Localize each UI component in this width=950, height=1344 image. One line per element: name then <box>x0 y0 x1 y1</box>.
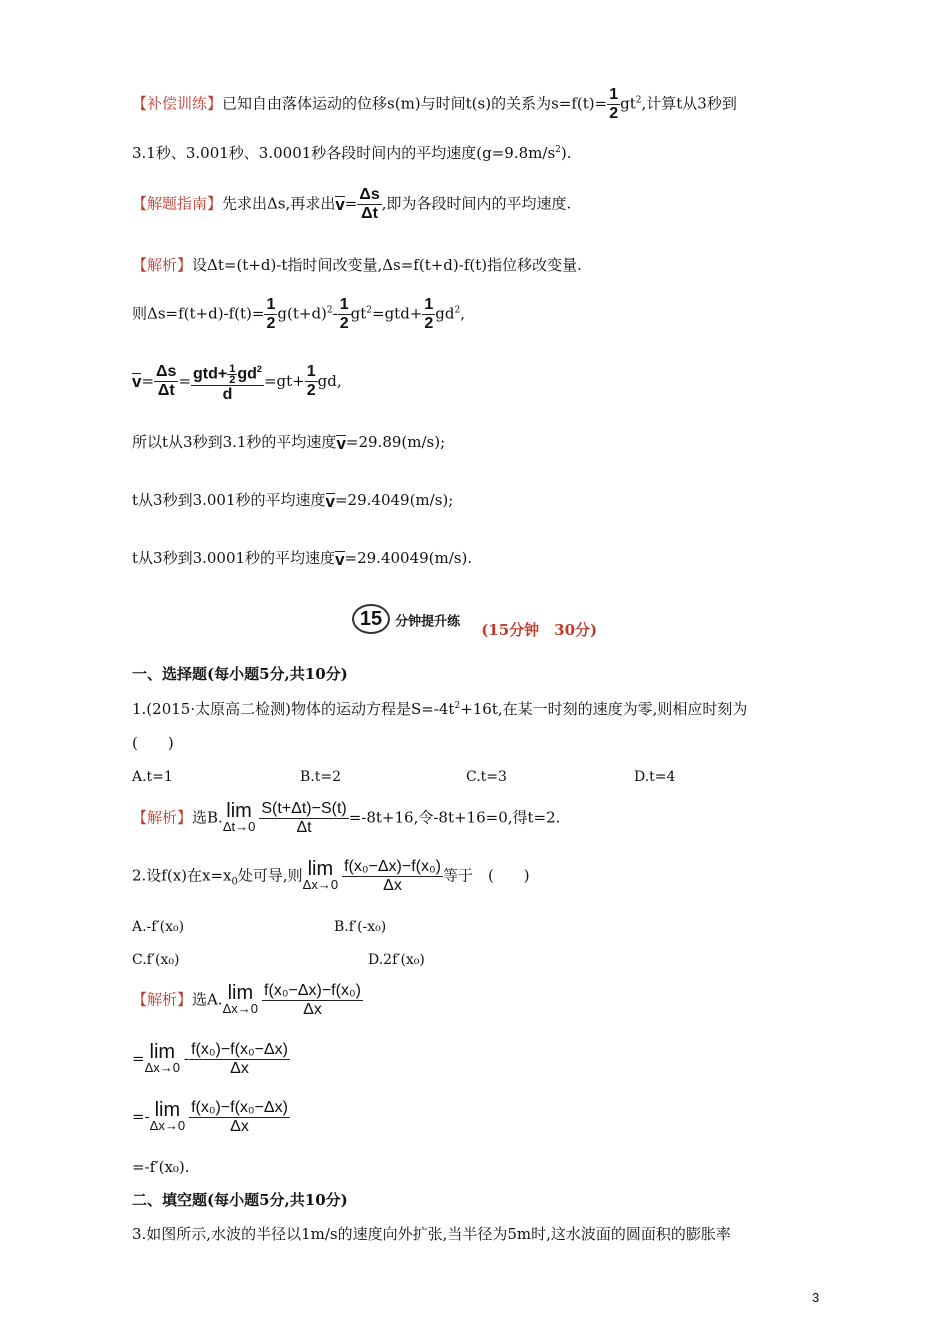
answer-2-line-3: =- lim Δx→0 $\frac{\text{f(x₀)−f(x₀−Δx)}}{\Delta x}$ <box>132 1098 288 1135</box>
section-1-title: 一、选择题(每小题5分,共10分) <box>132 665 348 683</box>
result-line-1: 所以t从3秒到3.1秒的平均速度v=29.89(m/s); <box>132 433 446 453</box>
q1-option-a: A.t=1 <box>132 769 173 785</box>
practice-tag: 【补偿训练】 <box>132 94 223 113</box>
q1-option-b: B.t=2 <box>300 769 342 785</box>
v-bar: v <box>335 195 345 214</box>
answer-2-line-4: =-f′(x₀). <box>132 1158 190 1176</box>
question-1-paren: ( ) <box>132 734 174 752</box>
q2-option-a: A.-f′(x₀) <box>132 919 185 935</box>
result-line-3: t从3秒到3.0001秒的平均速度v=29.40049(m/s). <box>132 549 473 569</box>
half-fraction: $\frac{1}{2}$ <box>609 86 619 122</box>
page-number: 3 <box>812 1290 820 1305</box>
q2-option-b: B.f′(-x₀) <box>334 919 387 935</box>
section-banner <box>352 604 597 640</box>
q1-option-c: C.t=3 <box>466 769 507 785</box>
answer-2-line-1: 【解析】选A. lim Δx→0 $\frac{\text{f(x₀−Δx)−f(x₀)}}{\Delta x}$ <box>132 981 361 1018</box>
ds-dt-fraction: $\frac{\Delta s}{\Delta t}$ <box>359 186 380 222</box>
question-2: 2.设f(x)在$x=x_0$处可导,则 lim Δx→0 $\frac{\text{f(x₀−Δx)−f(x₀)}}{\Delta x}$ 等于 ( ) <box>132 857 530 894</box>
average-velocity-formula: v= $\frac{\Delta s}{\Delta t}$ = gtd+ $\frac{1}{2}$ $gd^2$ d =gt+ $\frac{1}{2}$ gd, <box>132 360 342 404</box>
result-line-2: t从3秒到3.001秒的平均速度v=29.4049(m/s); <box>132 491 454 511</box>
question-1: 1.(2015·太原高二检测)物体的运动方程是$S=-4t^2+16t$,在某一时刻的速度为零,则相应时刻为 <box>132 700 748 718</box>
banner-subtitle: (15分钟 30分) <box>481 620 598 639</box>
banner-label: 分钟提升练 <box>395 613 461 629</box>
q2-option-d: D.2f′(x₀) <box>368 952 425 968</box>
question-3: 3.如图所示,水波的半径以1m/s的速度向外扩张,当半径为5m时,这水波面的圆面积的膨胀率 <box>132 1225 731 1243</box>
answer-2-line-2: = lim Δx→0 - $\frac{\text{f(x₀)−f(x₀−Δx)}}{\Delta x}$ <box>132 1040 288 1077</box>
banner-number: 15 <box>352 604 390 634</box>
guide-line: 【解题指南】先求出Δs,再求出v= $\frac{\Delta s}{\Delta t}$ ,即为各段时间内的平均速度. <box>132 186 572 222</box>
guide-tag: 【解题指南】 <box>132 194 223 213</box>
analysis-tag: 【解析】 <box>132 256 193 274</box>
practice-line-2: 3.1秒、3.001秒、3.0001秒各段时间内的平均速度$(g=9.8m/s^2)$. <box>132 144 572 162</box>
q2-option-c: C.f′(x₀) <box>132 952 180 968</box>
analysis-line-1: 【解析】设Δt=(t+d)-t指时间改变量,Δs=f(t+d)-f(t)指位移改变量. <box>132 256 582 274</box>
analysis-line-2: 则Δs=f(t+d)-f(t)= $\frac{1}{2}$ $g(t+d)^2-$ $\frac{1}{2}$ $gt^2=gtd+$ $\frac{1}{2}$ $gd^2$, <box>132 296 466 332</box>
practice-line-1: 【补偿训练】已知自由落体运动的位移s(m)与时间t(s)的关系为s=f(t)= $\frac{1}{2}$ $gt^2$,计算t从3秒到 <box>132 86 737 122</box>
answer-1: 【解析】选B. lim Δt→0 $\frac{S(t+\Delta t)-S(t)}{\Delta t}$ =-8t+16,令-8t+16=0,得t=2. <box>132 799 561 836</box>
q1-option-d: D.t=4 <box>634 769 676 785</box>
section-2-title: 二、填空题(每小题5分,共10分) <box>132 1191 348 1209</box>
